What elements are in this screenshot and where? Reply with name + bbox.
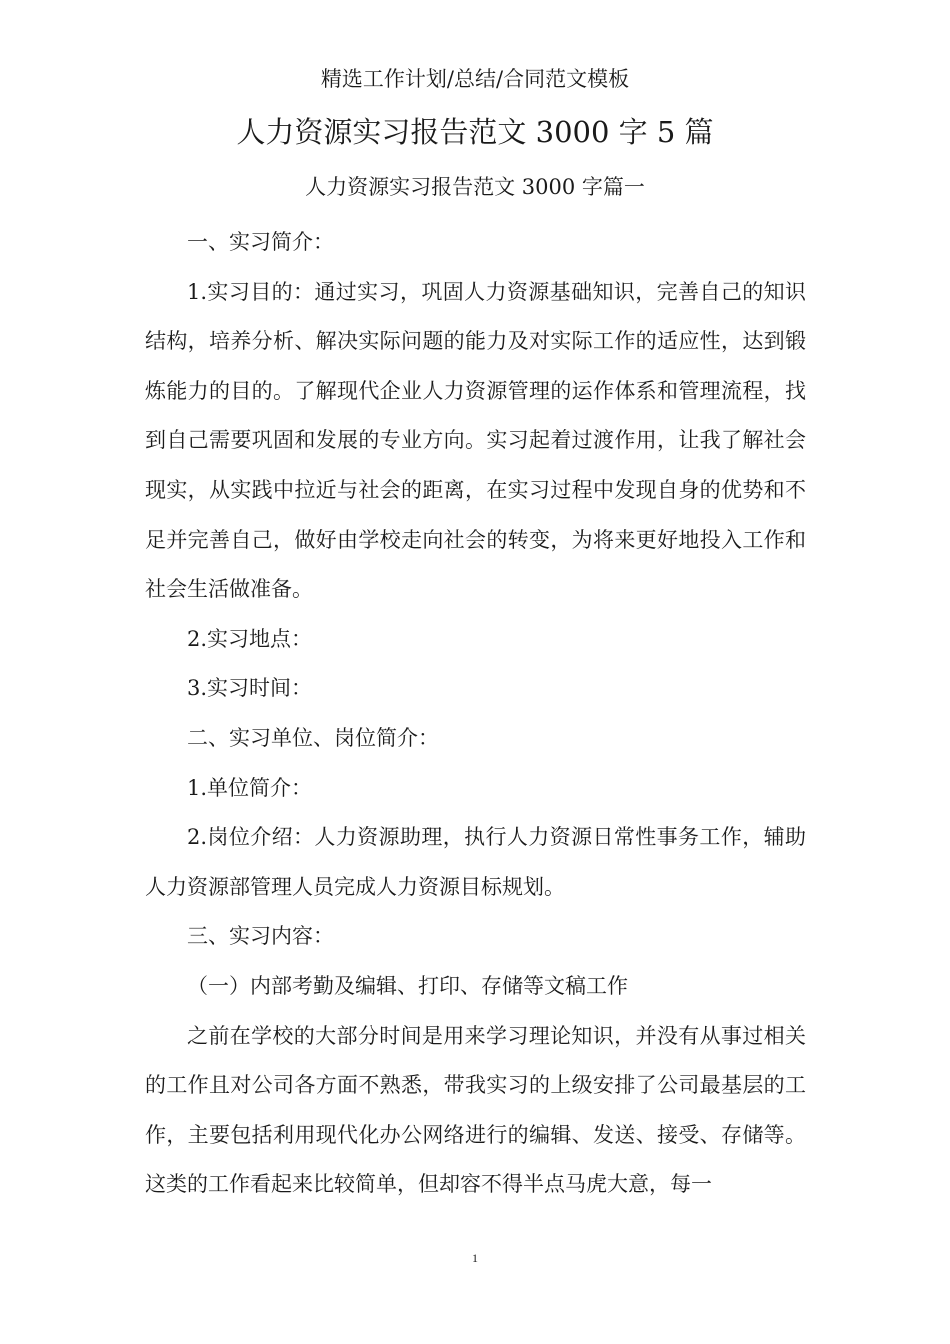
section-heading: 人力资源实习报告范文 3000 字篇一 — [305, 175, 645, 199]
paragraph: 3.实习时间： — [187, 676, 313, 701]
paragraph: 二、实习单位、岗位简介： — [187, 725, 439, 750]
paragraph: 一、实习简介： — [187, 230, 334, 254]
paragraph: 三、实习内容： — [187, 924, 334, 949]
paragraph: 之前在学校的大部分时间是用来学习理论知识，并没有从事过相关的工作且对公司各方面不熟悉，带我实习的上级安排了公司最基层的工作，主要包括利用现代化办公网络进行的编辑、发送、接受、存储等。这类的工作看起来比较简单，但却容不得半点马虎大意，每一 — [145, 1023, 806, 1197]
document-title: 人力资源实习报告范文 3000 字 5 篇 — [236, 115, 714, 149]
paragraph: 1.实习目的：通过实习，巩固人力资源基础知识，完善自己的知识结构，培养分析、解决实际问题的能力及对实际工作的适应性，达到锻炼能力的目的。了解现代企业人力资源管理的运作体系和管理流程，找到自己需要巩固和发展的专业方向。实习起着过渡作用，让我了解社会现实，从实践中拉近与社会的距离，在实习过程中发现自身的优势和不足并完善自己，做好由学校走向社会的转变，为将来更好地投入工作和社会生活做准备。 — [145, 279, 806, 602]
page-header: 精选工作计划/总结/合同范文模板 — [320, 67, 630, 91]
paragraph: 1.单位简介： — [187, 775, 313, 800]
document-body — [145, 218, 806, 1210]
page-number: 1 — [472, 1251, 478, 1265]
paragraph: 2.实习地点： — [187, 626, 313, 651]
paragraph: 2.岗位介绍：人力资源助理，执行人力资源日常性事务工作，辅助人力资源部管理人员完成人力资源目标规划。 — [145, 825, 806, 899]
paragraph: （一）内部考勤及编辑、打印、存储等文稿工作 — [187, 973, 628, 998]
